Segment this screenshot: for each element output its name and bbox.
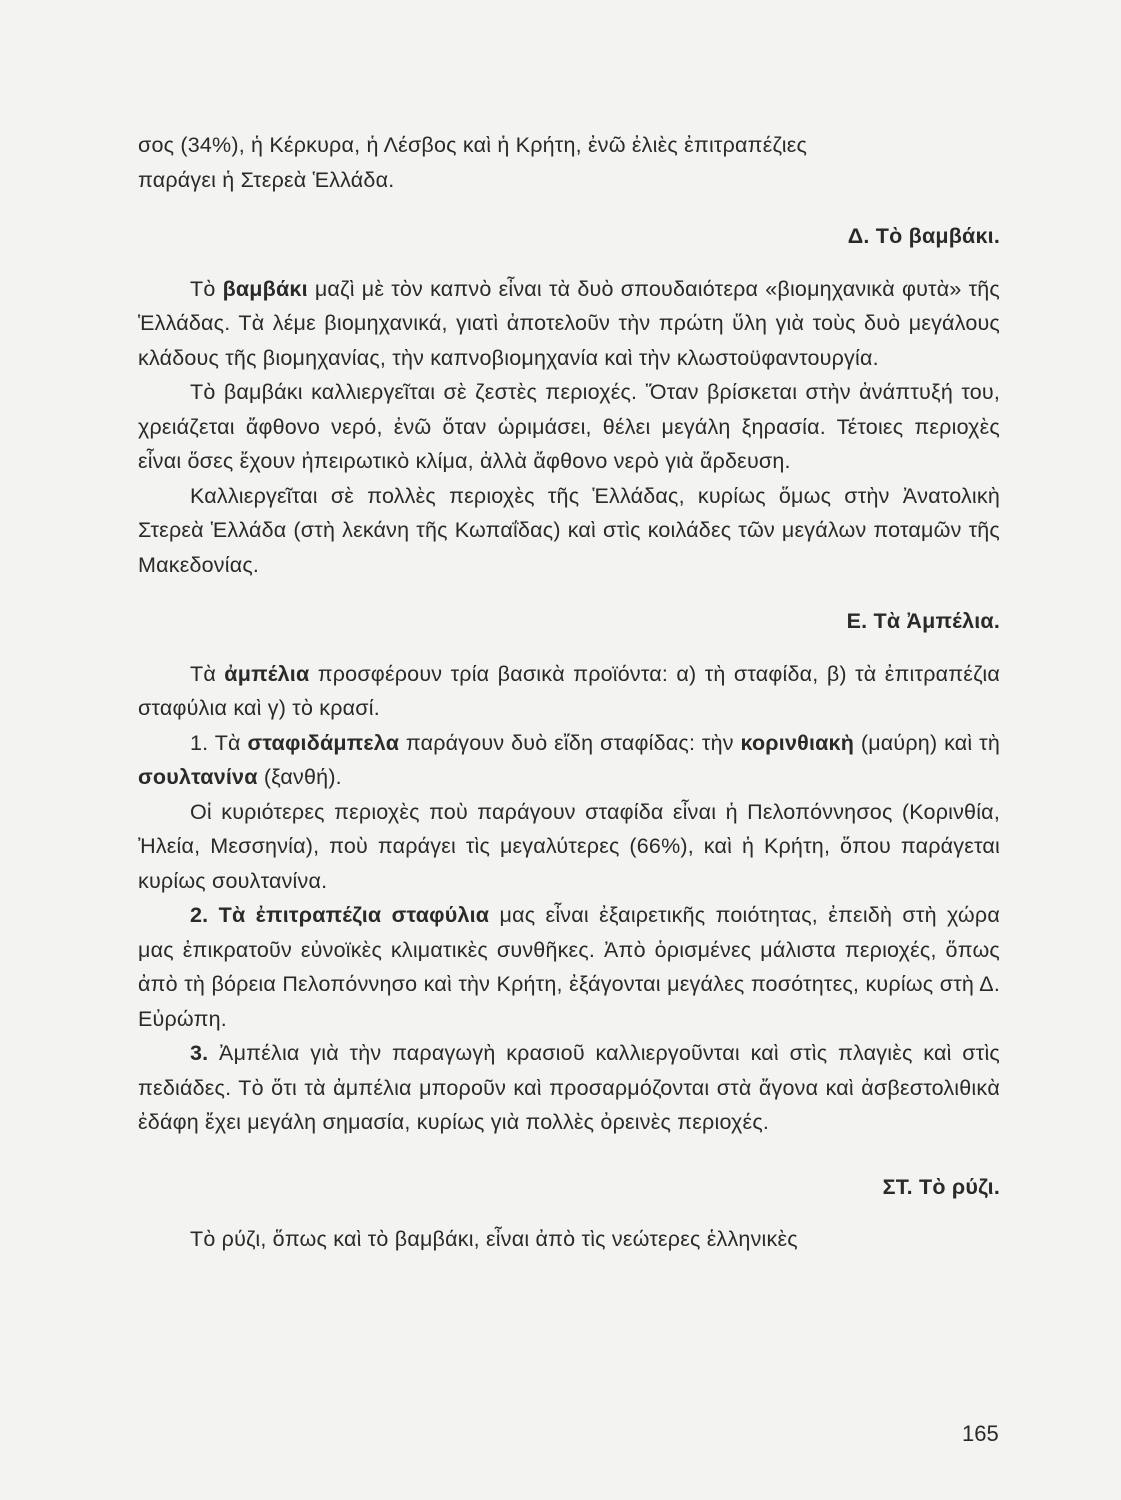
bold-term: ἐπιτραπέζια σταφύλια [255, 903, 490, 927]
text-run: Τὸ [190, 276, 223, 301]
intro-paragraph [138, 128, 1000, 197]
vineyards-paragraph-1 [138, 657, 1000, 726]
text-run: προσφέρουν τρία βασικὰ προϊόντα: α) τὴ σταφίδα, β) τὰ ἐπιτραπέζια σταφύλια καὶ γ) τὸ κρασί. [138, 661, 1000, 720]
item-number: 3. [190, 1041, 209, 1065]
heading-rice: ΣΤ. Τὸ ρύζι. [882, 1174, 1000, 1199]
bold-term: σουλτανίνα [138, 765, 258, 789]
text-run: μαζὶ μὲ τὸν καπνὸ εἶναι τὰ δυὸ σπουδαιότερα «βιομηχανικὰ φυτὰ» τῆς Ἑλλάδας. Τὰ λέμε βιομηχανικά, γιατὶ ἀποτελοῦν τὴν πρώτη ὕλη γιὰ τοὺς δυὸ μεγάλους κλάδους τῆς βιομηχανίας, τὴν καπνοβιομηχανία καὶ τὴν κλωστοϋφαντουργία. [138, 276, 1000, 370]
heading-cotton: Δ. Τὸ βαμβάκι. [847, 224, 1000, 248]
intro-line-2: παράγει ἡ Στερεὰ Ἑλλάδα. [138, 167, 395, 192]
raisin-regions-paragraph: Οἱ κυριότερες περιοχὲς ποὺ παράγουν σταφίδα εἶναι ἡ Πελοπόννησος (Κορινθία, Ἠλεία, Μεσσηνία), ποὺ παράγει τὶς μεγαλύτερες (66%), καὶ ἡ Κρήτη, ὅπου παράγεται κυρίως σουλτανίνα. [138, 799, 1000, 893]
text-run: 1. Τὰ [190, 730, 248, 755]
vineyards-item-1 [138, 726, 1000, 795]
text-run: μας εἶναι ἐξαιρετικῆς ποιότητας, ἐπειδὴ στὴ χώρα μας ἐπικρατοῦν εὐνοϊκὲς κλιματικὲς συνθῆκες. Ἀπὸ ὁρισμένες μάλιστα περιοχές, ὅπως ἀπὸ τὴ βόρεια Πελοπόννησο καὶ τὴν Κρήτη, ἐξάγονται μεγάλες ποσότητες, κυρίως στὴ Δ. Εὐρώπη. [138, 903, 1000, 1031]
item-number: 2. Τὰ [190, 903, 256, 927]
text-run: (ξανθή). [257, 765, 342, 789]
vineyards-item-2 [138, 898, 1000, 1036]
cotton-paragraph-2: Τὸ βαμβάκι καλλιεργεῖται σὲ ζεστὲς περιοχές. Ὅταν βρίσκεται στὴν ἀνάπτυξή του, χρειάζεται ἄφθονο νερό, ἐνῶ ὅταν ὡριμάσει, θέλει μεγάλη ξηρασία. Τέτοιες περιοχὲς εἶναι ὅσες ἔχουν ἠπειρωτικὸ κλίμα, ἀλλὰ ἄφθονο νερὸ γιὰ ἄρδευση. [138, 380, 1000, 473]
cotton-paragraph-1 [138, 272, 1000, 376]
text-run: Ἀμπέλια γιὰ τὴν παραγωγὴ κρασιοῦ καλλιεργοῦνται καὶ στὶς πλαγιὲς καὶ στὶς πεδιάδες. Τὸ ὅτι τὰ ἀμπέλια μποροῦν καὶ προσαρμόζονται στὰ ἄγονα καὶ ἀσβεστολιθικὰ ἐδάφη ἔχει μεγάλη σημασία, κυρίως γιὰ πολλὲς ὀρεινὲς περιοχές. [138, 1041, 1000, 1134]
cotton-paragraph-3: Καλλιεργεῖται σὲ πολλὲς περιοχὲς τῆς Ἑλλάδας, κυρίως ὅμως στὴν Ἀνατολικὴ Στερεὰ Ἑλλάδα (στὴ λεκάνη τῆς Κωπαΐδας) καὶ στὶς κοιλάδες τῶν μεγάλων ποταμῶν τῆς Μακεδονίας. [138, 483, 1000, 577]
heading-vineyards: Ε. Τὰ Ἀμπέλια. [846, 609, 1000, 633]
page-number: 165 [962, 1421, 999, 1446]
page-text [138, 128, 1000, 1257]
bold-term: ἀμπέλια [224, 661, 310, 686]
vineyards-item-3 [138, 1036, 1000, 1140]
bold-term: σταφιδάμπελα [247, 730, 400, 755]
intro-line-1: σος (34%), ἡ Κέρκυρα, ἡ Λέσβος καὶ ἡ Κρήτη, ἐνῶ ἐλιὲς ἐπιτραπέζιες [138, 133, 808, 157]
bold-term: κορινθιακὴ [740, 730, 855, 755]
rice-paragraph-1: Τὸ ρύζι, ὅπως καὶ τὸ βαμβάκι, εἶναι ἀπὸ τὶς νεώτερες ἑλληνικὲς [190, 1227, 798, 1251]
text-run: παράγουν δυὸ εἴδη σταφίδας: τὴν [399, 730, 741, 755]
bold-term: βαμβάκι [222, 276, 308, 301]
text-run: (μαύρη) καὶ τὴ [854, 730, 1000, 755]
text-run: Τὰ [190, 661, 225, 686]
